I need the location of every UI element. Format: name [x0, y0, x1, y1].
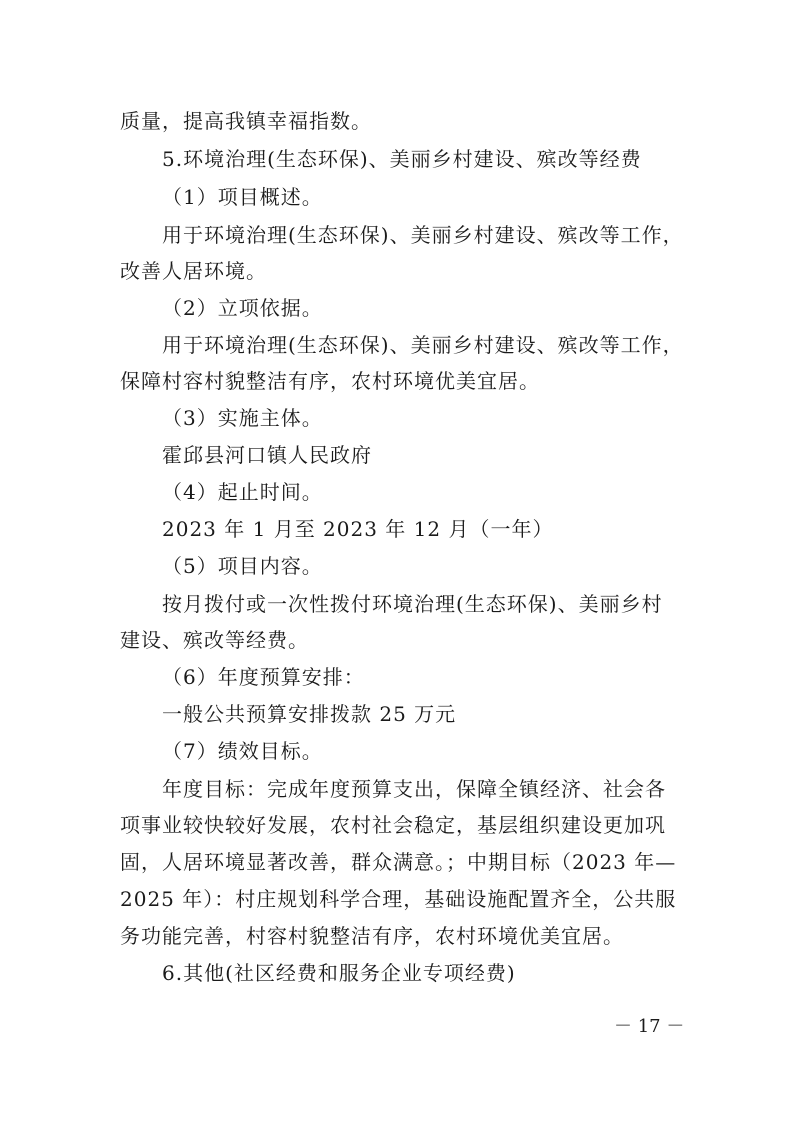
- subheading: （2）立项依据。: [162, 296, 323, 320]
- subheading: （1）项目概述。: [162, 185, 323, 209]
- text-line: 2025 年）：村庄规划科学合理，基础设施配置齐全，公共服: [120, 887, 677, 911]
- text-line: 改善人居环境。: [120, 259, 267, 283]
- text-line: 务功能完善，村容村貌整洁有序，农村环境优美宜居。: [120, 924, 624, 948]
- text-line: 用于环境治理(生态环保)、美丽乡村建设、殡改等工作，: [162, 333, 684, 357]
- text-line: 质量，提高我镇幸福指数。: [120, 109, 372, 133]
- text-line: 按月拨付或一次性拨付环境治理(生态环保)、美丽乡村: [162, 592, 663, 616]
- page-number: － 17 －: [614, 1016, 685, 1037]
- section-heading: 5.环境治理(生态环保)、美丽乡村建设、殡改等经费: [162, 147, 642, 171]
- subheading: （6）年度预算安排：: [162, 665, 365, 689]
- text-line: 年度目标：完成年度预算支出，保障全镇经济、社会各: [162, 777, 666, 801]
- text-line: 保障村容村貌整洁有序，农村环境优美宜居。: [120, 369, 540, 393]
- text-line: 用于环境治理(生态环保)、美丽乡村建设、殡改等工作，: [162, 223, 684, 247]
- subheading: （3）实施主体。: [162, 406, 323, 430]
- section-heading: 6.其他(社区经费和服务企业专项经费): [162, 961, 516, 985]
- text-line: 霍邱县河口镇人民政府: [162, 443, 372, 467]
- subheading: （5）项目内容。: [162, 554, 323, 578]
- text-line: 固，人居环境显著改善，群众满意。；中期目标（2023 年—: [120, 850, 677, 874]
- subheading: （7）绩效目标。: [162, 739, 323, 763]
- text-line: 建设、殡改等经费。: [120, 628, 309, 652]
- subheading: （4）起止时间。: [162, 480, 323, 504]
- text-line: 2023 年 1 月至 2023 年 12 月（一年）: [162, 517, 554, 541]
- text-line: 一般公共预算安排拨款 25 万元: [162, 702, 457, 726]
- text-line: 项事业较快较好发展，农村社会稳定，基层组织建设更加巩: [120, 813, 666, 837]
